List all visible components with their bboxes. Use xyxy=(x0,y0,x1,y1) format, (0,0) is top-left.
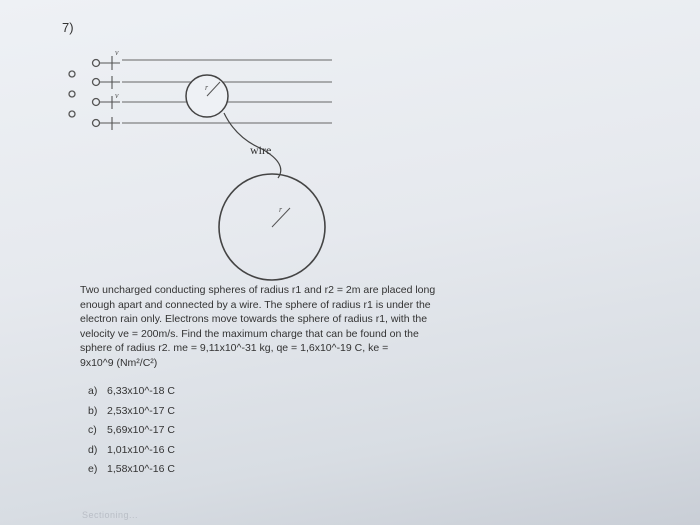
option-d[interactable] xyxy=(88,444,175,464)
svg-text:v: v xyxy=(115,91,119,100)
option-c[interactable] xyxy=(88,424,175,444)
problem-line-4: velocity ve = 200m/s. Find the maximum charge that can be found on the xyxy=(80,327,419,340)
wire-label: wire xyxy=(250,143,272,157)
answer-options xyxy=(88,385,175,483)
problem-line-6: 9x10^9 (Nm²/C²) xyxy=(80,356,158,369)
option-letter: d) xyxy=(88,443,98,456)
electron-5 xyxy=(69,71,75,77)
problem-statement xyxy=(80,283,488,370)
problem-line-5: sphere of radius r2. me = 9,11x10^-31 kg, qe = 1,6x10^-19 C, ke = xyxy=(80,342,389,354)
footer-text: Sectioning... xyxy=(82,510,139,520)
option-letter: c) xyxy=(88,424,97,436)
option-value: 5,69x10^-17 C xyxy=(107,424,175,436)
problem-line-2: enough apart and connected by a wire. The sphere of radius r1 is under the xyxy=(80,298,431,311)
svg-text:r: r xyxy=(205,83,209,92)
svg-text:v: v xyxy=(115,48,119,57)
option-letter: a) xyxy=(88,385,98,397)
electron-7 xyxy=(69,111,75,117)
option-e[interactable] xyxy=(88,463,175,483)
electron-2 xyxy=(93,79,100,86)
problem-line-1: Two uncharged conducting spheres of radius r1 and r2 = 2m are placed long xyxy=(80,284,436,296)
electron-1 xyxy=(93,60,100,67)
option-value: 1,01x10^-16 C xyxy=(107,443,175,456)
svg-text:r: r xyxy=(279,205,283,214)
option-b[interactable] xyxy=(88,405,175,425)
option-letter: e) xyxy=(88,463,98,475)
problem-line-3: electron rain only. Electrons move towards the sphere of radius r1, with the xyxy=(80,313,428,325)
option-value: 6,33x10^-18 C xyxy=(107,385,175,397)
option-value: 2,53x10^-17 C xyxy=(107,404,175,417)
question-number: 7) xyxy=(62,20,74,35)
option-value: 1,58x10^-16 C xyxy=(107,463,175,475)
option-letter: b) xyxy=(88,404,98,417)
option-a[interactable] xyxy=(88,385,175,405)
electron-6 xyxy=(69,91,75,97)
electron-4 xyxy=(93,120,100,127)
electron-3 xyxy=(93,99,100,106)
